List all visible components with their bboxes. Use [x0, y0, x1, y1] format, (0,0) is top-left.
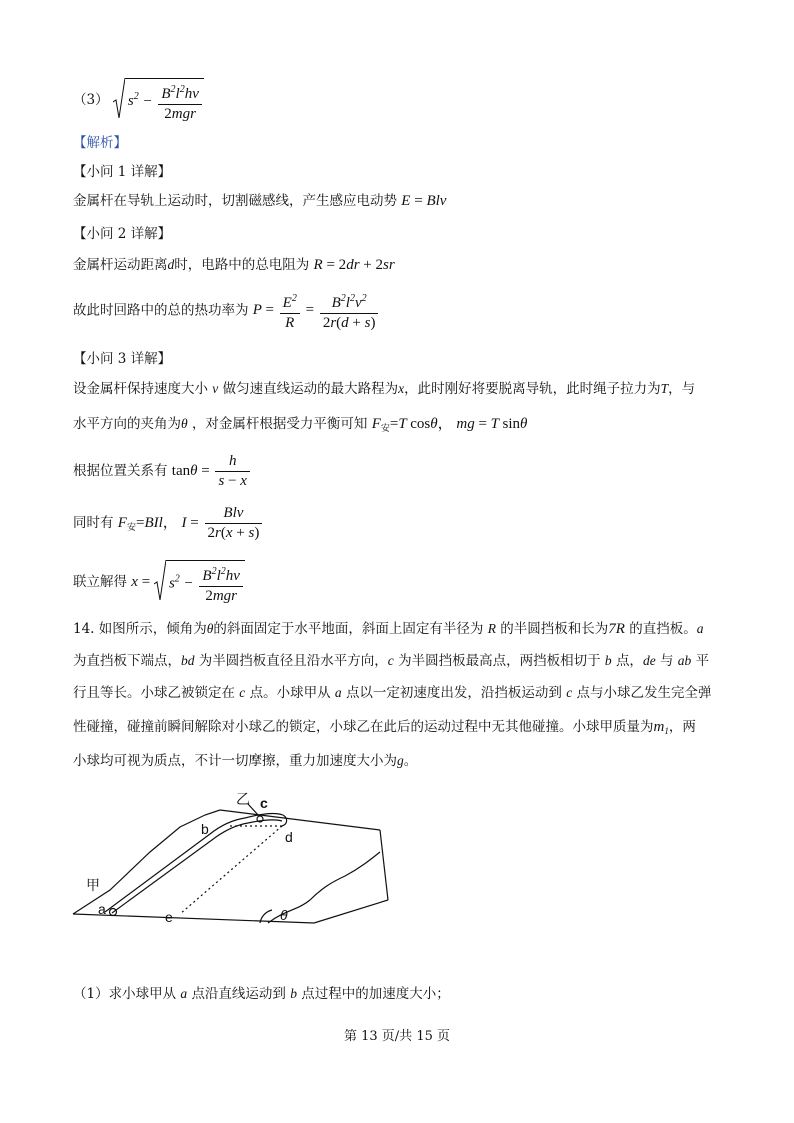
label-b: b: [201, 821, 209, 837]
sub3-header: 【小问 3 详解】: [73, 351, 172, 367]
analysis-tag: 【解析】: [73, 135, 127, 151]
label-d: d: [285, 829, 293, 845]
sub2-text-line1: 金属杆运动距离d时，电路中的总电阻为 R = 2dr + 2sr: [73, 257, 395, 273]
sub3-line5: 联立解得 x = $s^2$ − $\frac{B^2l^2hv}{\text{2mgr}}$: [73, 560, 245, 605]
incline-figure: [70, 782, 400, 942]
force-balance-formula: $F_安=T$ cosθ， mg = T sinθ: [371, 416, 528, 434]
q3-label: （3）: [73, 92, 109, 108]
label-theta: θ: [280, 907, 288, 923]
q14-sub1: （1）求小球甲从 a 点沿直线运动到 b 点过程中的加速度大小；: [73, 986, 450, 1002]
answer-3-formula: $s^2$ − $\frac{B^2l^2hv}{\text{2mgr}}$: [113, 78, 204, 123]
sub2-text-line2: 故此时回路中的总的热功率为 P = $\frac{E^2}{R}$ = $\frac{B^2l^2v^2}{2r(d + s)}$: [73, 290, 380, 332]
sub3-line3: 根据位置关系有 tanθ = $\frac{h}{s - x}$: [73, 453, 252, 490]
q14-line4: 性碰撞，碰撞前瞬间解除对小球乙的锁定，小球乙在此后的运动过程中无其他碰撞。小球甲质量为$m_1$，两: [73, 719, 696, 736]
radical-sign: [113, 78, 125, 118]
q14-line5: 小球均可视为质点，不计一切摩擦，重力加速度大小为g。: [73, 753, 418, 769]
label-yi: 乙: [236, 791, 250, 807]
sub3-line2: 水平方向的夹角为θ ，对金属杆根据受力平衡可知 $F_安=T$ cosθ， mg = T sinθ: [73, 416, 528, 434]
answer-3: [73, 78, 204, 123]
label-e: e: [165, 909, 173, 925]
tan-formula: tanθ = $\frac{h}{s - x}$: [172, 463, 252, 479]
page-footer: 第 13 页/共 15 页: [344, 1029, 450, 1044]
sub2-header: 【小问 2 详解】: [73, 226, 172, 242]
label-a: a: [98, 901, 106, 917]
sub1-text: 金属杆在导轨上运动时，切割磁感线，产生感应电动势 E = Blv: [73, 193, 447, 209]
ampere-force-formula: $F_安=BIl$， I = $\frac{\text{Blv}}{2r(x + s)}$: [118, 515, 265, 531]
sub1-header: 【小问 1 详解】: [73, 164, 172, 180]
q14-line2: 为直挡板下端点，bd 为半圆挡板直径且沿水平方向，c 为半圆挡板最高点，两挡板相切于 b 点，de 与 ab 平: [73, 653, 710, 669]
label-jia: 甲: [86, 877, 100, 893]
label-c: c: [260, 795, 268, 811]
q14-line3: 行且等长。小球乙被锁定在 c 点。小球甲从 a 点以一定初速度出发，沿挡板运动到 c 点与小球乙发生完全弹: [73, 685, 712, 701]
emf-formula: E = Blv: [401, 193, 447, 209]
radical-sign: [154, 560, 166, 600]
sub3-line4: 同时有 $F_安=BIl$， I = $\frac{\text{Blv}}{2r(x + s)}$: [73, 505, 264, 542]
sub3-line1: 设金属杆保持速度大小 v 做匀速直线运动的最大路程为x，此时刚好将要脱离导轨，此时绳子拉力为T，与: [73, 381, 696, 397]
result-formula: x = $s^2$ − $\frac{B^2l^2hv}{\text{2mgr}}$: [131, 574, 245, 590]
power-formula: P = $\frac{E^2}{R}$ = $\frac{B^2l^2v^2}{2r(d + s)}$: [253, 302, 381, 318]
q14-line1: 14. 如图所示，倾角为θ的斜面固定于水平地面，斜面上固定有半径为 R 的半圆挡板和长为7R 的直挡板。a: [73, 621, 704, 637]
resistance-formula: R = 2dr + 2sr: [313, 257, 395, 273]
